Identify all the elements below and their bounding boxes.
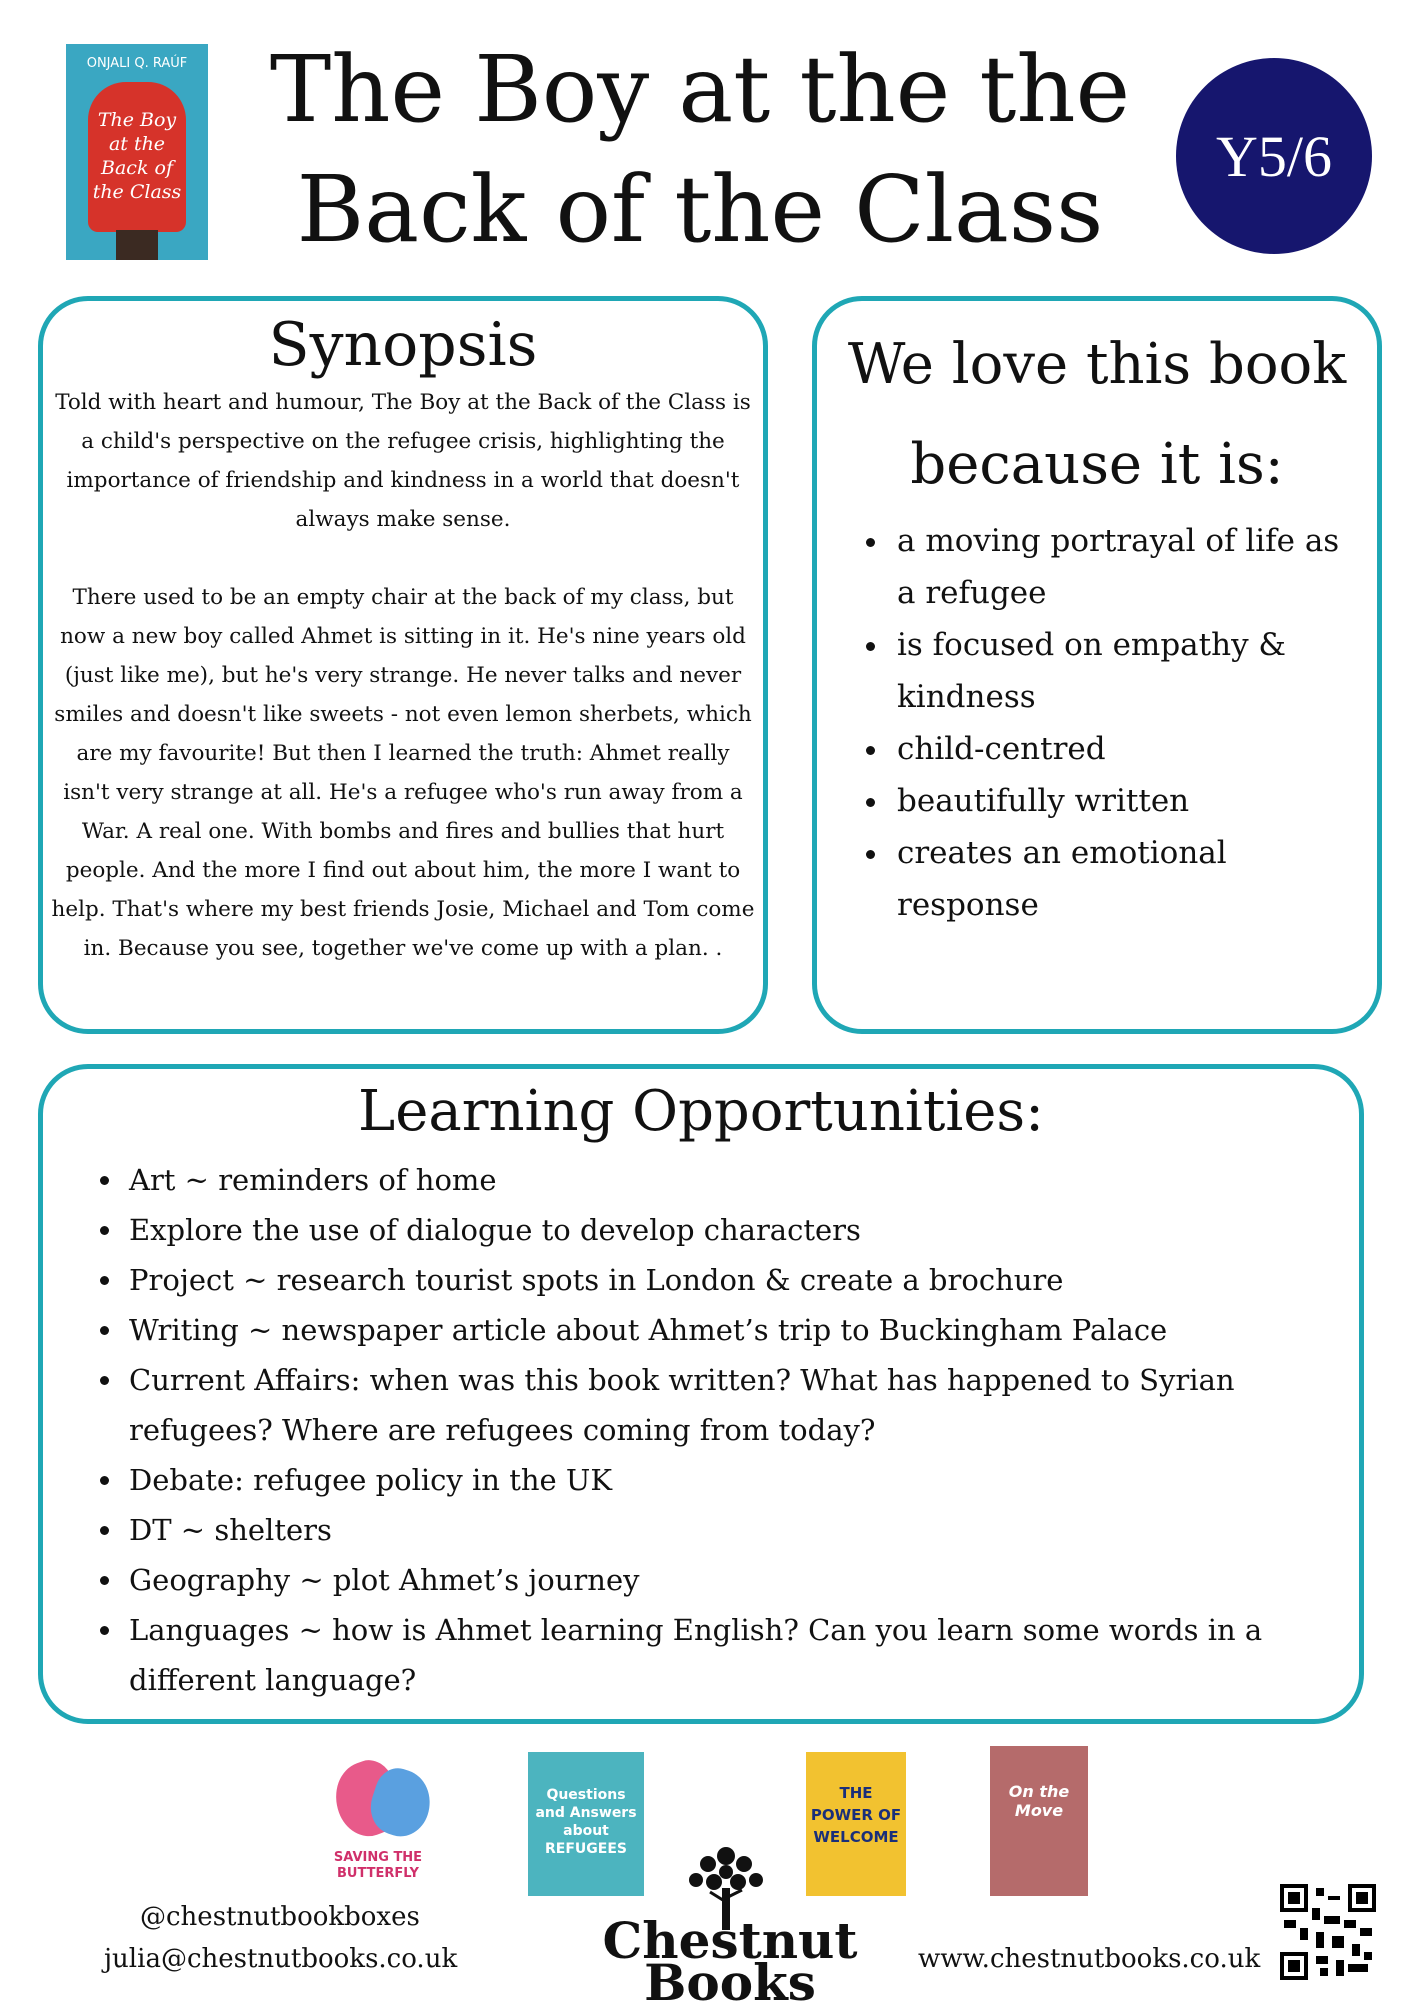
synopsis-text [51, 383, 755, 968]
list-item: • Geography ~ plot Ahmet’s journey [125, 1555, 1319, 1605]
title-line-2: Back of the Class [296, 156, 1104, 263]
learning-opportunities-panel [38, 1064, 1364, 1724]
year-group-badge: Y5/6 [1176, 58, 1372, 254]
list-item: • creates an emotional response [891, 827, 1359, 931]
related-book-cover-on-the-move [990, 1746, 1088, 1896]
cover-author: ONJALI Q. RAÚF [86, 56, 188, 71]
learning-list [43, 1155, 1359, 1705]
social-handle[interactable]: @chestnutbookboxes [140, 1902, 420, 1932]
list-item: • beautifully written [891, 775, 1359, 827]
list-item: • DT ~ shelters [125, 1505, 1319, 1555]
list-item: • Writing ~ newspaper article about Ahmet’s trip to Buckingham Palace [125, 1305, 1319, 1355]
legs-illustration [116, 230, 158, 260]
title-line-1: The Boy at the the [269, 36, 1131, 143]
related-book-title: On the Move [1008, 1782, 1070, 1820]
synopsis-panel [38, 296, 768, 1034]
list-item: • Project ~ research tourist spots in London & create a brochure [125, 1255, 1319, 1305]
related-book-cover-questions [528, 1752, 644, 1896]
brand-logo-text [560, 1911, 900, 2012]
list-item: • Art ~ reminders of home [125, 1155, 1319, 1205]
list-item: • Debate: refugee policy in the UK [125, 1455, 1319, 1505]
cover-title: The Boy at the Back of the Class [92, 109, 182, 203]
qr-code-icon[interactable] [1280, 1884, 1376, 1980]
why-we-love-panel [812, 296, 1382, 1034]
related-book-title: SAVING THE BUTTERFLY [333, 1850, 423, 1881]
list-item: • child-centred [891, 723, 1359, 775]
list-item: • Current Affairs: when was this book written? What has happened to Syrian refugees? Where are refugees coming from today? [125, 1355, 1319, 1455]
learning-heading: Learning Opportunities: [358, 1079, 1044, 1144]
website-link[interactable]: www.chestnutbooks.co.uk [918, 1944, 1261, 1974]
book-cover-image [66, 44, 208, 260]
related-book-title: Questions and Answers about REFUGEES [535, 1787, 637, 1857]
list-item: • is focused on empathy & kindness [891, 619, 1359, 723]
why-we-love-list [817, 515, 1377, 931]
list-item: • Languages ~ how is Ahmet learning English? Can you learn some words in a different language? [125, 1605, 1319, 1705]
brand-line-2: Books [644, 1953, 816, 2012]
synopsis-heading: Synopsis [268, 310, 538, 380]
synopsis-paragraph-2: There used to be an empty chair at the back of my class, but now a new boy called Ahmet is sitting in it. He's nine years old (just like me), but he's very strange. He never talks and never smiles and doesn't like sweets - not even lemon sherbets, which are my favourite! But then I learned the truth: Ahmet really isn't very strange at all. He's a refugee who's run away from a War. A real one. With bombs and fires and bullies that hurt people. And the more I find out about him, the more I want to help. That's where my best friends Josie, Michael and Tom come in. Because you see, together we've come up with a plan. . [51, 585, 755, 961]
contact-email[interactable]: julia@chestnutbooks.co.uk [104, 1944, 458, 1974]
list-item: • a moving portrayal of life as a refugee [891, 515, 1359, 619]
related-book-cover-butterfly [312, 1752, 444, 1892]
related-book-title: THE POWER OF WELCOME [810, 1784, 902, 1846]
why-we-love-heading [817, 315, 1377, 515]
related-book-cover-power-of-welcome [806, 1752, 906, 1896]
list-item: • Explore the use of dialogue to develop characters [125, 1205, 1319, 1255]
why-we-love-heading-line-1: We love this book [847, 332, 1347, 397]
why-we-love-heading-line-2: because it is: [910, 432, 1284, 497]
page-title [250, 30, 1150, 270]
brand-line-1: Chestnut [602, 1911, 858, 1970]
synopsis-paragraph-1: Told with heart and humour, The Boy at the Back of the Class is a child's perspective on the refugee crisis, highlighting the importance of friendship and kindness in a world that doesn't always make sense. [55, 390, 751, 532]
